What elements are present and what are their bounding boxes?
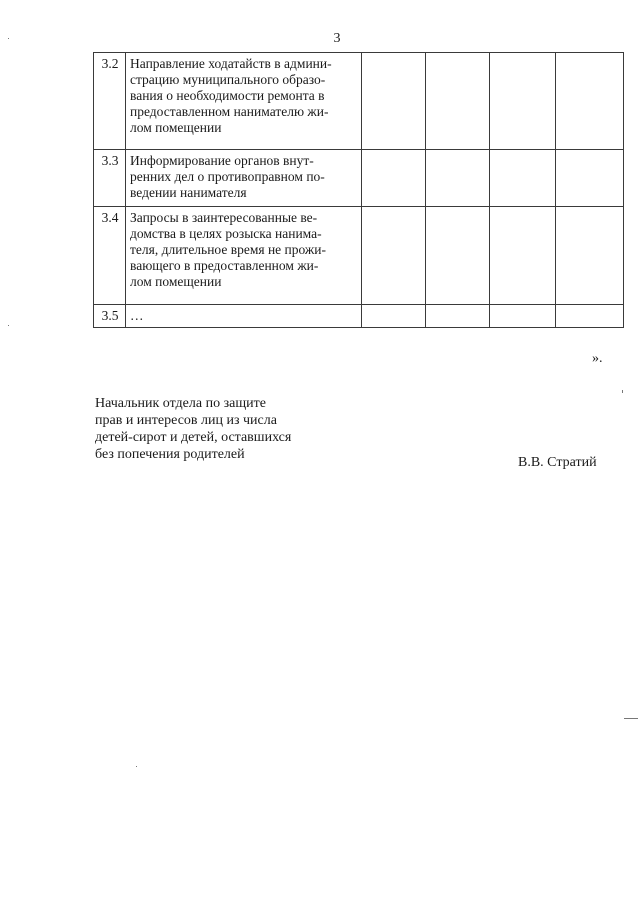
scan-speck: [8, 325, 9, 326]
row-number: 3.3: [94, 150, 126, 207]
empty-cell: [556, 207, 624, 305]
row-number: 3.5: [94, 305, 126, 328]
measures-table: [93, 52, 624, 328]
description-line: теля, длительное время не прожи-: [130, 242, 326, 257]
empty-cell: [490, 53, 556, 150]
description-line: Направление ходатайств в админи-: [130, 56, 332, 71]
empty-cell: [490, 305, 556, 328]
scan-speck: [622, 390, 623, 393]
scan-speck: [8, 38, 9, 39]
row-description: [126, 305, 362, 328]
empty-cell: [556, 53, 624, 150]
scan-speck: [624, 718, 638, 719]
signatory-name: В.В. Стратий: [518, 455, 597, 470]
description-line: домства в целях розыска нанима-: [130, 226, 322, 241]
closing-quote: ».: [592, 351, 603, 366]
description-line: ведении нанимателя: [130, 185, 247, 200]
position-line: прав и интересов лиц из числа: [95, 413, 277, 428]
position-line: детей-сирот и детей, оставшихся: [95, 430, 292, 445]
scan-speck: [136, 766, 137, 767]
signatory-position: [95, 395, 291, 463]
description-line: Информирование органов внут-: [130, 153, 314, 168]
description-line: вания о необходимости ремонта в: [130, 88, 325, 103]
empty-cell: [426, 305, 490, 328]
empty-cell: [426, 53, 490, 150]
row-description: [126, 53, 362, 150]
row-number: 3.4: [94, 207, 126, 305]
row-number: 3.2: [94, 53, 126, 150]
empty-cell: [362, 207, 426, 305]
description-line: лом помещении: [130, 274, 222, 289]
table-row: [94, 305, 624, 328]
empty-cell: [426, 150, 490, 207]
empty-cell: [490, 207, 556, 305]
description-line: страцию муниципального образо-: [130, 72, 326, 87]
description-line: …: [130, 308, 144, 323]
empty-cell: [490, 150, 556, 207]
description-line: предоставленном нанимателю жи-: [130, 104, 329, 119]
table-row: [94, 150, 624, 207]
row-description: [126, 150, 362, 207]
table-row: [94, 53, 624, 150]
empty-cell: [556, 150, 624, 207]
page-number: 3: [333, 31, 341, 46]
empty-cell: [362, 53, 426, 150]
empty-cell: [426, 207, 490, 305]
table-row: [94, 207, 624, 305]
description-line: ренних дел о противоправном по-: [130, 169, 325, 184]
empty-cell: [556, 305, 624, 328]
empty-cell: [362, 150, 426, 207]
position-line: Начальник отдела по защите: [95, 396, 266, 411]
description-line: лом помещении: [130, 120, 222, 135]
position-line: без попечения родителей: [95, 447, 245, 462]
description-line: вающего в предоставленном жи-: [130, 258, 319, 273]
description-line: Запросы в заинтересованные ве-: [130, 210, 318, 225]
empty-cell: [362, 305, 426, 328]
row-description: [126, 207, 362, 305]
